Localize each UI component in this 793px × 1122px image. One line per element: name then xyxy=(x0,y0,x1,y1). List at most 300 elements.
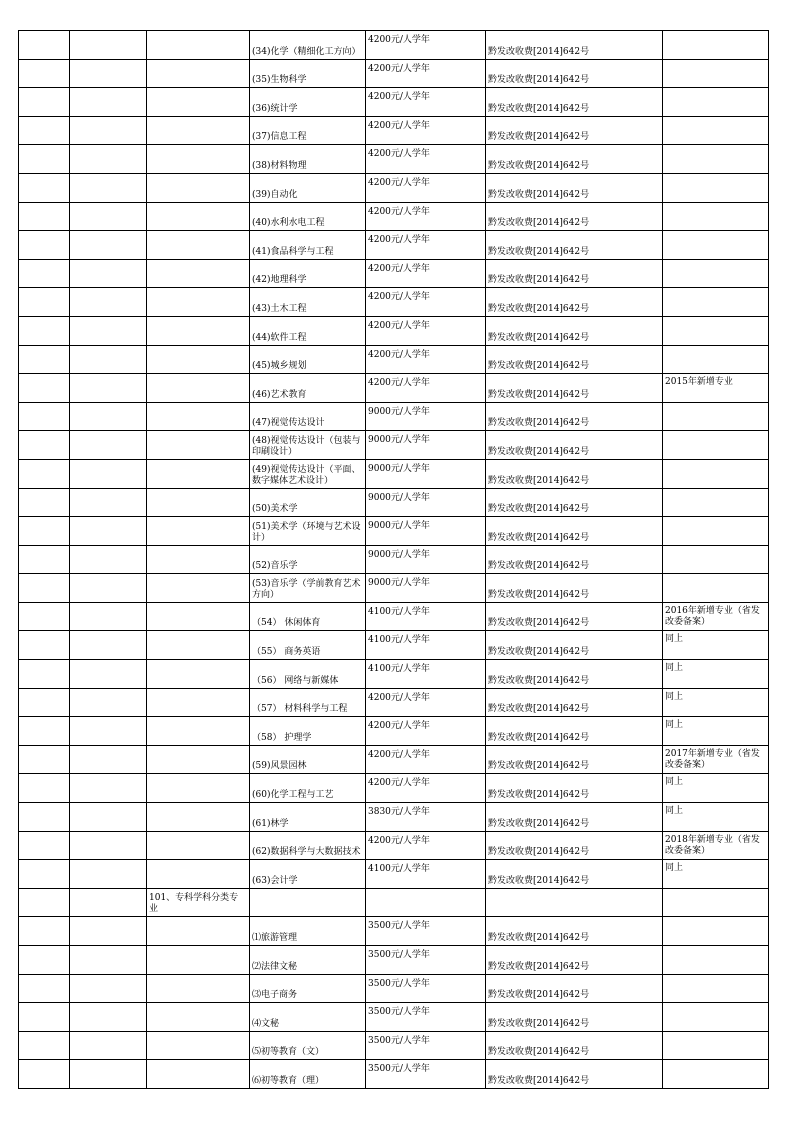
fee-cell xyxy=(366,745,486,774)
remark-text: 2016年新增专业（省发改委备案） xyxy=(665,605,760,627)
empty-cell xyxy=(19,660,70,689)
fee-standard: 4200元/人学年 xyxy=(368,92,430,103)
major-name-cell xyxy=(250,259,366,288)
remark-text: 同上 xyxy=(665,777,684,788)
fee-basis-document: 黔发改收费[2014]642号 xyxy=(488,675,590,686)
major-name-cell xyxy=(250,345,366,374)
note-cell xyxy=(663,173,769,202)
fee-standard: 3500元/人学年 xyxy=(368,1007,430,1018)
note-cell xyxy=(663,831,769,860)
fee-basis-document: 黔发改收费[2014]642号 xyxy=(488,275,590,286)
major-name-cell xyxy=(250,688,366,717)
fee-standard: 4200元/人学年 xyxy=(368,206,430,217)
fee-basis-document: 黔发改收费[2014]642号 xyxy=(488,875,590,886)
major-name-cell xyxy=(250,917,366,946)
fee-standard: 9000元/人学年 xyxy=(368,521,430,532)
basis-cell xyxy=(486,459,663,488)
fee-cell xyxy=(366,688,486,717)
note-cell xyxy=(663,574,769,603)
major-name: (52)音乐学 xyxy=(252,561,298,572)
basis-cell xyxy=(486,917,663,946)
major-name: (46)艺术教育 xyxy=(252,389,307,400)
basis-cell xyxy=(486,202,663,231)
note-cell xyxy=(663,459,769,488)
major-name: (60)化学工程与工艺 xyxy=(252,790,334,801)
note-cell xyxy=(663,602,769,631)
empty-cell xyxy=(19,88,70,117)
empty-cell xyxy=(147,488,250,517)
fee-cell xyxy=(366,631,486,660)
note-cell xyxy=(663,145,769,174)
note-cell xyxy=(663,288,769,317)
empty-cell xyxy=(70,860,147,889)
fee-standard: 4200元/人学年 xyxy=(368,177,430,188)
fee-standard: 3500元/人学年 xyxy=(368,1064,430,1075)
fee-standard: 3500元/人学年 xyxy=(368,978,430,989)
fee-basis-document: 黔发改收费[2014]642号 xyxy=(488,160,590,171)
table-row xyxy=(19,402,769,431)
basis-cell xyxy=(486,316,663,345)
major-name: (51)美术学（环境与艺术设计） xyxy=(252,521,361,543)
major-name: (43)土木工程 xyxy=(252,303,307,314)
fee-cell xyxy=(366,488,486,517)
empty-cell xyxy=(19,259,70,288)
fee-basis-document: 黔发改收费[2014]642号 xyxy=(488,1075,590,1086)
table-row xyxy=(19,231,769,260)
empty-cell xyxy=(19,459,70,488)
empty-cell xyxy=(147,517,250,546)
major-name-cell xyxy=(250,288,366,317)
empty-cell xyxy=(19,402,70,431)
basis-cell xyxy=(486,288,663,317)
basis-cell xyxy=(486,774,663,803)
empty-cell xyxy=(70,574,147,603)
table-row xyxy=(19,1003,769,1032)
major-name: （54） 休闲体育 xyxy=(252,618,321,629)
empty-cell xyxy=(19,31,70,60)
fee-cell xyxy=(366,803,486,832)
table-row xyxy=(19,717,769,746)
major-name-cell xyxy=(250,116,366,145)
empty-cell xyxy=(19,173,70,202)
empty-cell xyxy=(70,1060,147,1089)
fee-standard: 4200元/人学年 xyxy=(368,721,430,732)
fee-basis-document: 黔发改收费[2014]642号 xyxy=(488,303,590,314)
table-row xyxy=(19,88,769,117)
note-cell xyxy=(663,259,769,288)
fee-cell xyxy=(366,173,486,202)
fee-cell xyxy=(366,1031,486,1060)
fee-standard: 4200元/人学年 xyxy=(368,35,430,45)
empty-cell xyxy=(19,717,70,746)
major-name-cell xyxy=(250,1003,366,1032)
note-cell xyxy=(663,1060,769,1089)
empty-cell xyxy=(70,631,147,660)
note-cell xyxy=(663,774,769,803)
fee-basis-document: 黔发改收费[2014]642号 xyxy=(488,532,590,543)
empty-cell xyxy=(147,116,250,145)
fee-basis-document: 黔发改收费[2014]642号 xyxy=(488,1018,590,1029)
fee-table-body xyxy=(19,31,769,1089)
table-row xyxy=(19,488,769,517)
fee-cell xyxy=(366,259,486,288)
empty-cell xyxy=(70,116,147,145)
empty-cell xyxy=(147,59,250,88)
basis-cell xyxy=(486,59,663,88)
empty-cell xyxy=(70,888,147,917)
empty-cell xyxy=(70,31,147,60)
major-name-cell xyxy=(250,860,366,889)
basis-cell xyxy=(486,88,663,117)
major-name: ⑵法律文秘 xyxy=(252,961,298,972)
fee-standard: 3500元/人学年 xyxy=(368,950,430,960)
empty-cell xyxy=(70,431,147,460)
fee-standard: 9000元/人学年 xyxy=(368,492,430,503)
table-row xyxy=(19,116,769,145)
table-row xyxy=(19,574,769,603)
major-name: ⑴旅游管理 xyxy=(252,933,298,943)
note-cell xyxy=(663,660,769,689)
fee-cell xyxy=(366,459,486,488)
major-name-cell xyxy=(250,88,366,117)
fee-cell xyxy=(366,917,486,946)
note-cell xyxy=(663,31,769,60)
empty-cell xyxy=(70,288,147,317)
table-row xyxy=(19,459,769,488)
fee-basis-document: 黔发改收费[2014]642号 xyxy=(488,561,590,572)
table-row xyxy=(19,145,769,174)
table-row xyxy=(19,803,769,832)
fee-standard: 4200元/人学年 xyxy=(368,120,430,131)
fee-basis-document: 黔发改收费[2014]642号 xyxy=(488,761,590,772)
major-name-cell xyxy=(250,1060,366,1089)
major-name: (36)统计学 xyxy=(252,103,298,114)
major-name-cell xyxy=(250,517,366,546)
fee-cell xyxy=(366,602,486,631)
fee-standard: 4200元/人学年 xyxy=(368,149,430,160)
basis-cell xyxy=(486,1060,663,1089)
table-row xyxy=(19,288,769,317)
major-name-cell xyxy=(250,631,366,660)
table-row xyxy=(19,545,769,574)
major-name: (50)美术学 xyxy=(252,504,298,515)
empty-cell xyxy=(70,488,147,517)
fee-basis-document: 黔发改收费[2014]642号 xyxy=(488,189,590,200)
fee-basis-document: 黔发改收费[2014]642号 xyxy=(488,361,590,372)
major-name-cell xyxy=(250,946,366,975)
basis-cell xyxy=(486,517,663,546)
fee-cell xyxy=(366,231,486,260)
major-name: (49)视觉传达设计（平面、数字媒体艺术设计） xyxy=(252,464,361,486)
fee-standard: 4200元/人学年 xyxy=(368,778,430,789)
basis-cell xyxy=(486,602,663,631)
table-row xyxy=(19,1060,769,1089)
basis-cell xyxy=(486,231,663,260)
major-name-cell xyxy=(250,974,366,1003)
empty-cell xyxy=(19,745,70,774)
table-row xyxy=(19,517,769,546)
fee-standard: 3830元/人学年 xyxy=(368,807,430,818)
empty-cell xyxy=(70,402,147,431)
note-cell xyxy=(663,688,769,717)
note-cell xyxy=(663,803,769,832)
major-name: (42)地理科学 xyxy=(252,275,307,286)
fee-basis-document: 黔发改收费[2014]642号 xyxy=(488,618,590,629)
major-name-cell xyxy=(250,59,366,88)
empty-cell xyxy=(19,574,70,603)
remark-text: 2015年新增专业 xyxy=(665,377,733,388)
empty-cell xyxy=(70,231,147,260)
basis-cell xyxy=(486,860,663,889)
empty-cell xyxy=(70,545,147,574)
major-name: ⑸初等教育（文） xyxy=(252,1047,325,1058)
major-name: (34)化学（精细化工方向） xyxy=(252,46,361,57)
fee-basis-document: 黔发改收费[2014]642号 xyxy=(488,475,590,486)
basis-cell xyxy=(486,745,663,774)
major-name-cell xyxy=(250,803,366,832)
empty-cell xyxy=(147,745,250,774)
major-name-cell xyxy=(250,459,366,488)
fee-basis-document: 黔发改收费[2014]642号 xyxy=(488,75,590,86)
empty-cell xyxy=(147,316,250,345)
empty-cell xyxy=(70,316,147,345)
table-row xyxy=(19,974,769,1003)
major-name-cell xyxy=(250,774,366,803)
table-row xyxy=(19,173,769,202)
fee-cell xyxy=(366,946,486,975)
major-name: (53)音乐学（学前教育艺术方向） xyxy=(252,578,361,600)
empty-cell xyxy=(147,88,250,117)
major-name-cell xyxy=(250,488,366,517)
empty-cell xyxy=(19,688,70,717)
major-name-cell xyxy=(250,660,366,689)
major-name-cell xyxy=(250,745,366,774)
empty-cell xyxy=(147,831,250,860)
note-cell xyxy=(663,202,769,231)
empty-cell xyxy=(147,1031,250,1060)
major-name-cell xyxy=(250,831,366,860)
empty-cell xyxy=(19,602,70,631)
empty-cell xyxy=(19,345,70,374)
empty-cell xyxy=(70,717,147,746)
major-name: (61)林学 xyxy=(252,818,289,829)
empty-cell xyxy=(147,860,250,889)
empty-cell xyxy=(147,946,250,975)
fee-basis-document: 黔发改收费[2014]642号 xyxy=(488,1047,590,1058)
note-cell xyxy=(663,345,769,374)
major-name: (39)自动化 xyxy=(252,189,298,200)
fee-basis-document: 黔发改收费[2014]642号 xyxy=(488,961,590,972)
fee-cell xyxy=(366,145,486,174)
empty-cell xyxy=(19,888,70,917)
note-cell xyxy=(663,402,769,431)
table-row xyxy=(19,431,769,460)
empty-cell xyxy=(147,431,250,460)
empty-cell xyxy=(70,774,147,803)
empty-cell xyxy=(70,517,147,546)
basis-cell xyxy=(486,574,663,603)
empty-cell xyxy=(70,803,147,832)
table-row xyxy=(19,745,769,774)
major-name: （57） 材料科学与工程 xyxy=(252,704,348,715)
empty-cell xyxy=(70,688,147,717)
fee-standard: 4200元/人学年 xyxy=(368,692,430,703)
fee-standard: 4200元/人学年 xyxy=(368,63,430,74)
fee-basis-document: 黔发改收费[2014]642号 xyxy=(488,218,590,229)
table-row xyxy=(19,631,769,660)
fee-cell xyxy=(366,288,486,317)
fee-basis-document: 黔发改收费[2014]642号 xyxy=(488,589,590,600)
fee-basis-document: 黔发改收费[2014]642号 xyxy=(488,990,590,1001)
major-name: (38)材料物理 xyxy=(252,160,307,171)
basis-cell xyxy=(486,688,663,717)
note-cell xyxy=(663,231,769,260)
note-cell xyxy=(663,946,769,975)
major-name: (62)数据科学与大数据技术 xyxy=(252,847,361,858)
fee-basis-document: 黔发改收费[2014]642号 xyxy=(488,446,590,457)
note-cell xyxy=(663,860,769,889)
note-cell xyxy=(663,88,769,117)
empty-cell xyxy=(70,974,147,1003)
fee-standard: 4200元/人学年 xyxy=(368,349,430,360)
empty-cell xyxy=(147,602,250,631)
empty-cell xyxy=(147,345,250,374)
fee-basis-document: 黔发改收费[2014]642号 xyxy=(488,933,590,943)
fee-standard: 3500元/人学年 xyxy=(368,921,430,932)
fee-basis-document: 黔发改收费[2014]642号 xyxy=(488,818,590,829)
category-cell xyxy=(147,888,250,917)
empty-cell xyxy=(147,173,250,202)
note-cell xyxy=(663,631,769,660)
empty-cell xyxy=(147,374,250,403)
category-label: 101、专科学科分类专业 xyxy=(149,893,239,915)
basis-cell xyxy=(486,374,663,403)
major-name-cell xyxy=(250,202,366,231)
basis-cell xyxy=(486,831,663,860)
fee-basis-document: 黔发改收费[2014]642号 xyxy=(488,504,590,515)
category-row xyxy=(19,888,769,917)
empty-cell xyxy=(19,288,70,317)
basis-cell xyxy=(486,631,663,660)
basis-cell xyxy=(486,946,663,975)
major-name: ⑷文秘 xyxy=(252,1018,280,1029)
basis-cell xyxy=(486,1031,663,1060)
empty-cell xyxy=(70,831,147,860)
fee-standard: 4200元/人学年 xyxy=(368,320,430,331)
fee-standard: 4100元/人学年 xyxy=(368,635,430,646)
empty-cell xyxy=(19,1031,70,1060)
empty-cell xyxy=(147,459,250,488)
empty-cell xyxy=(70,1031,147,1060)
fee-cell xyxy=(366,974,486,1003)
empty-cell xyxy=(70,1003,147,1032)
fee-standard: 4200元/人学年 xyxy=(368,378,430,389)
empty-cell xyxy=(70,660,147,689)
table-row xyxy=(19,259,769,288)
fee-basis-document: 黔发改收费[2014]642号 xyxy=(488,847,590,858)
basis-cell xyxy=(486,259,663,288)
empty-cell xyxy=(147,545,250,574)
fee-cell xyxy=(366,831,486,860)
empty-cell xyxy=(147,202,250,231)
major-name: （58） 护理学 xyxy=(252,732,312,743)
empty-cell xyxy=(19,831,70,860)
basis-cell xyxy=(486,345,663,374)
empty-cell xyxy=(19,431,70,460)
fee-cell xyxy=(366,431,486,460)
table-row xyxy=(19,831,769,860)
basis-cell xyxy=(486,488,663,517)
fee-standard: 4200元/人学年 xyxy=(368,235,430,246)
fee-basis-document: 黔发改收费[2014]642号 xyxy=(488,132,590,143)
note-cell xyxy=(663,517,769,546)
major-name: ⑹初等教育（理） xyxy=(252,1075,325,1086)
empty-cell xyxy=(147,974,250,1003)
major-name-cell xyxy=(250,1031,366,1060)
fee-cell xyxy=(366,660,486,689)
major-name-cell xyxy=(250,145,366,174)
fee-cell xyxy=(366,374,486,403)
fee-standard: 3500元/人学年 xyxy=(368,1035,430,1046)
empty-cell xyxy=(147,717,250,746)
table-row xyxy=(19,202,769,231)
remark-text: 同上 xyxy=(665,663,684,674)
basis-cell xyxy=(486,660,663,689)
empty-cell xyxy=(70,745,147,774)
fee-standard: 9000元/人学年 xyxy=(368,435,430,446)
empty-cell xyxy=(70,145,147,174)
note-cell xyxy=(663,316,769,345)
empty-cell xyxy=(19,488,70,517)
empty-cell xyxy=(70,202,147,231)
basis-cell xyxy=(486,545,663,574)
remark-text: 同上 xyxy=(665,691,684,702)
table-row xyxy=(19,316,769,345)
note-cell xyxy=(663,717,769,746)
note-cell xyxy=(663,59,769,88)
fee-cell xyxy=(366,860,486,889)
major-name: (63)会计学 xyxy=(252,875,298,886)
major-name-cell xyxy=(250,545,366,574)
table-row xyxy=(19,374,769,403)
empty-cell xyxy=(366,888,486,917)
table-row xyxy=(19,774,769,803)
major-name: （55） 商务英语 xyxy=(252,647,321,658)
empty-cell xyxy=(19,545,70,574)
basis-cell xyxy=(486,402,663,431)
fee-standard: 4200元/人学年 xyxy=(368,749,430,760)
fee-standard: 4200元/人学年 xyxy=(368,263,430,274)
table-row xyxy=(19,917,769,946)
note-cell xyxy=(663,488,769,517)
empty-cell xyxy=(250,888,366,917)
fee-cell xyxy=(366,59,486,88)
fee-basis-document: 黔发改收费[2014]642号 xyxy=(488,418,590,429)
fee-basis-document: 黔发改收费[2014]642号 xyxy=(488,389,590,400)
table-row xyxy=(19,31,769,60)
fee-basis-document: 黔发改收费[2014]642号 xyxy=(488,732,590,743)
empty-cell xyxy=(70,173,147,202)
basis-cell xyxy=(486,173,663,202)
empty-cell xyxy=(147,231,250,260)
empty-cell xyxy=(70,259,147,288)
empty-cell xyxy=(19,316,70,345)
fee-standard: 9000元/人学年 xyxy=(368,463,430,474)
remark-text: 同上 xyxy=(665,720,684,731)
major-name: (48)视觉传达设计（包装与印刷设计） xyxy=(252,435,361,457)
empty-cell xyxy=(19,59,70,88)
table-row xyxy=(19,59,769,88)
